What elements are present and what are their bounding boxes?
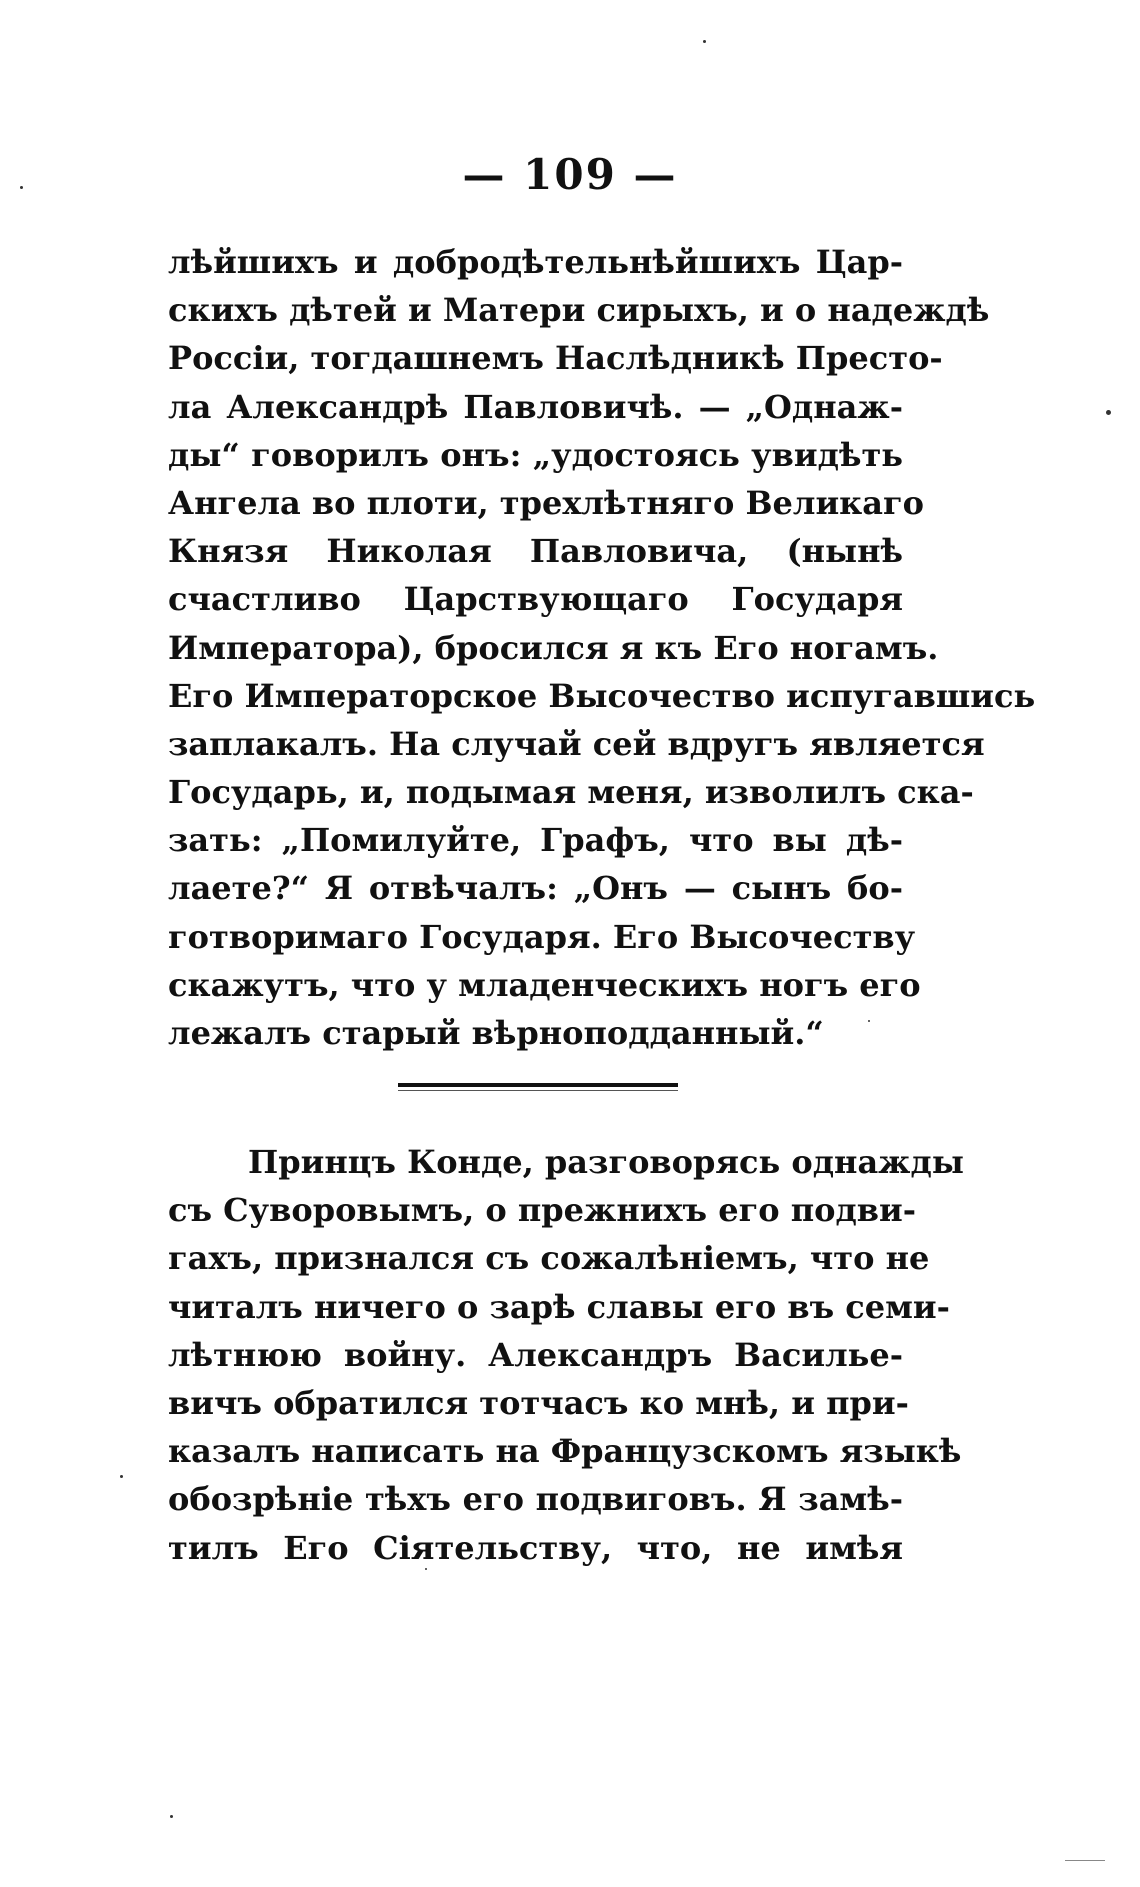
paragraph-1 — [168, 238, 1036, 1057]
paper-speck — [868, 1020, 870, 1022]
text-line: обозрѣніе тѣхъ его подвиговъ. Я замѣ- — [168, 1480, 903, 1519]
text-line: Принцъ Конде, разговорясь однажды — [248, 1143, 964, 1181]
paper-speck — [20, 186, 23, 189]
text-line: лежалъ старый вѣрноподданный.“ — [168, 1014, 824, 1052]
paper-speck — [1106, 410, 1111, 415]
text-line: Россіи, тогдашнемъ Наслѣдникѣ Престо- — [168, 339, 943, 378]
paper-speck — [170, 1815, 173, 1818]
text-line: Императора), бросился я къ Его ногамъ. — [168, 628, 939, 667]
text-line: читалъ ничего о зарѣ славы его въ семи- — [168, 1287, 950, 1326]
paper-speck — [425, 1568, 427, 1570]
text-line: лѣтнюю войну. Александръ Васильe- — [168, 1335, 903, 1374]
text-line: скихъ дѣтей и Матери сирыхъ, и о надеждѣ — [168, 291, 990, 330]
text-line: Государь, и, подымая меня, изволилъ ска- — [168, 773, 974, 812]
text-line: тилъ Его Сіятельству, что, не имѣя — [168, 1528, 903, 1567]
text-line: скажутъ, что у младенческихъ ногъ его — [168, 965, 921, 1004]
text-line: казалъ написать на Французскомъ языкѣ — [168, 1432, 962, 1471]
text-line: лаете?“ Я отвѣчалъ: „Онъ — сынъ бо- — [168, 869, 903, 908]
paper-speck — [1065, 1860, 1105, 1861]
paper-speck — [120, 1475, 123, 1478]
text-line: зать: „Помилуйте, Графъ, что вы дѣ- — [168, 821, 903, 860]
text-line: Его Императорское Высочество испугавшись — [168, 676, 1036, 715]
paragraph-2 — [168, 1138, 964, 1572]
section-divider — [398, 1083, 678, 1087]
text-line: счастливо Царствующаго Государя — [168, 580, 903, 619]
text-line: вичъ обратился тотчасъ ко мнѣ, и при- — [168, 1383, 909, 1422]
text-line: ды“ говорилъ онъ: „удостоясь увидѣть — [168, 435, 903, 474]
page-number: — 109 — — [462, 150, 678, 199]
text-line: Ангела во плоти, трехлѣтняго Великаго — [168, 483, 924, 522]
text-line: заплакалъ. На случай сей вдругъ является — [168, 724, 985, 763]
text-line: готворимаго Государя. Его Высочеству — [168, 917, 916, 956]
text-line: лѣйшихъ и добродѣтельнѣйшихъ Цар- — [168, 243, 903, 281]
text-line: съ Суворовымъ, о прежнихъ его подви- — [168, 1191, 917, 1230]
paper-speck — [703, 40, 706, 43]
text-line: гахъ, признался съ сожалѣніемъ, что не — [168, 1239, 930, 1278]
text-line: ла Александрѣ Павловичѣ. — „Однаж- — [168, 387, 903, 426]
text-line: Князя Николая Павловича, (нынѣ — [168, 532, 903, 571]
